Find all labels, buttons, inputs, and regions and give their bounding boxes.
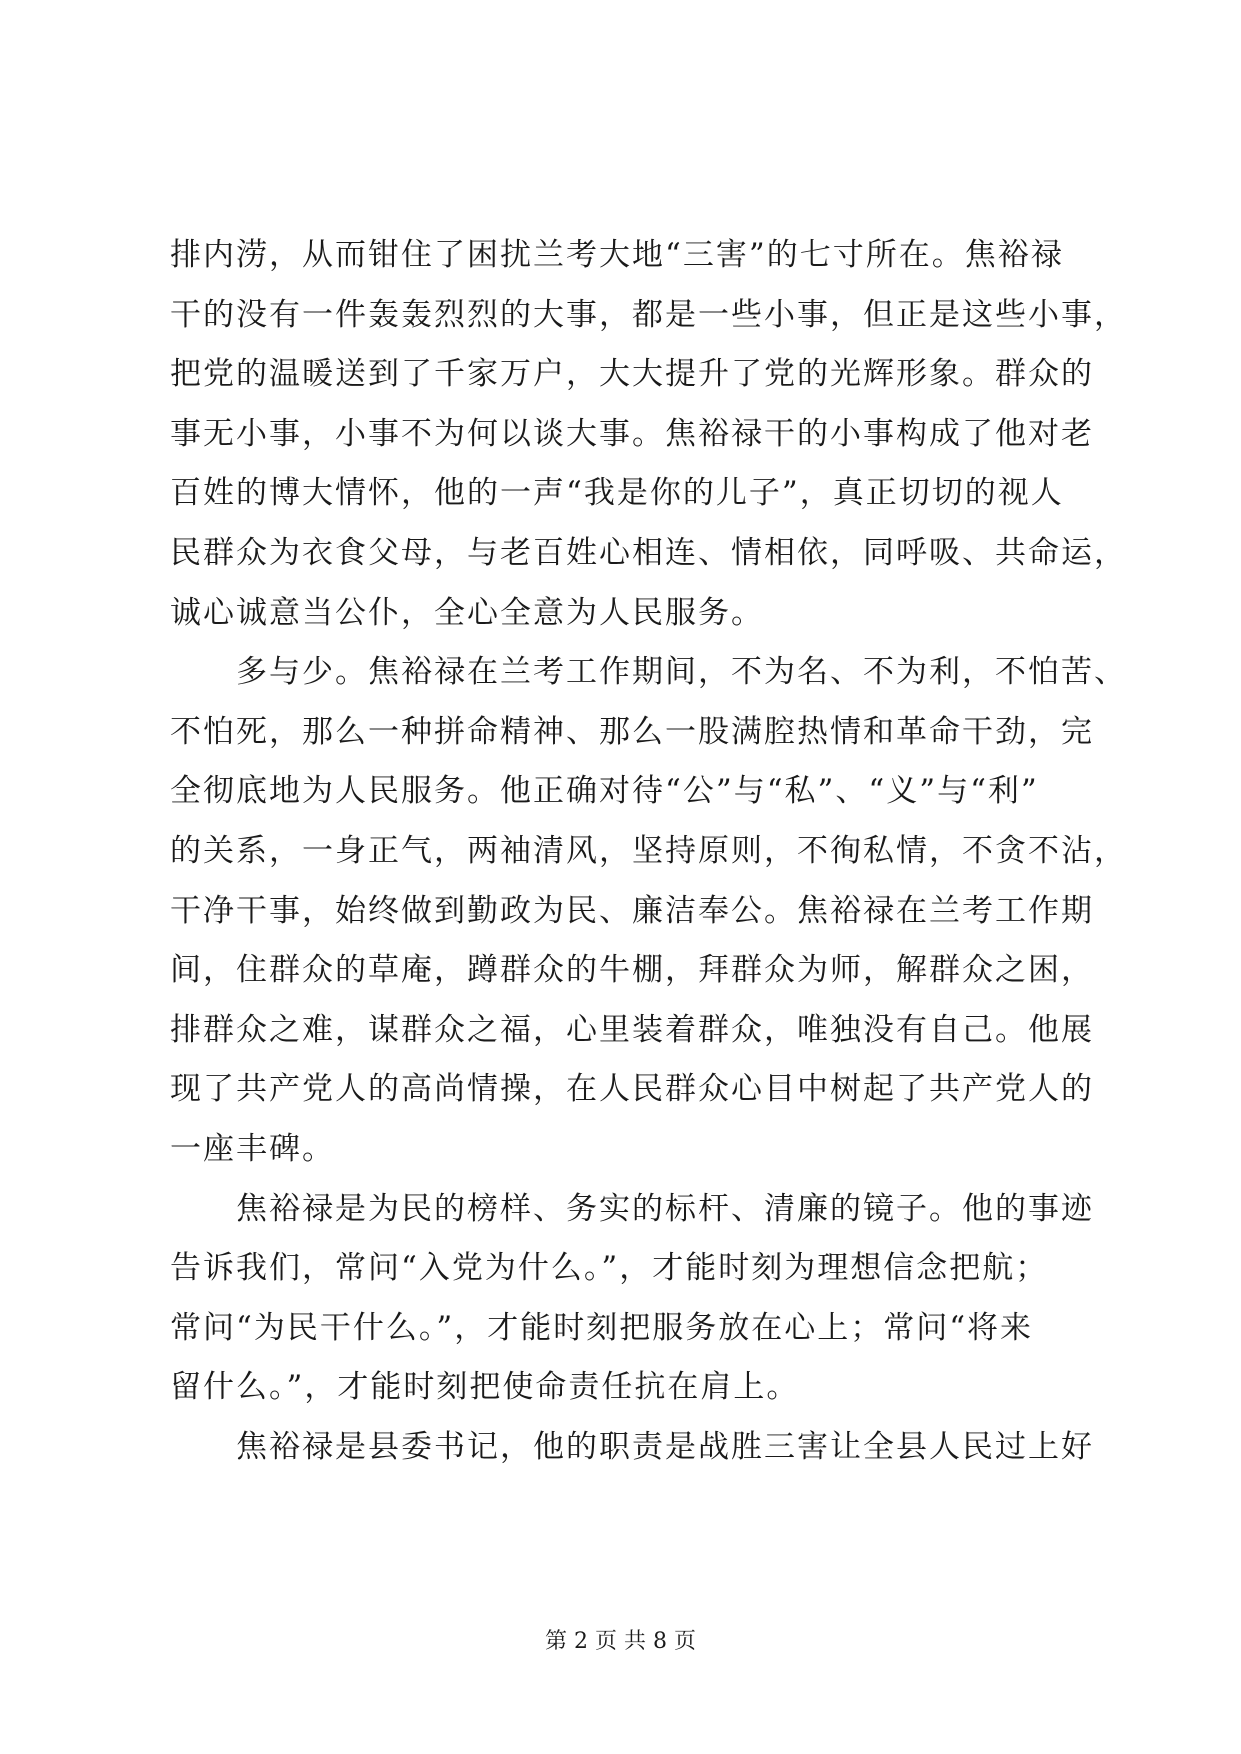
text-line: 不怕死，那么一种拼命精神、那么一股满腔热情和革命干劲，完 <box>170 713 1094 750</box>
page-number-footer: 第 2 页 共 8 页 <box>545 1629 696 1654</box>
text-line: 干的没有一件轰轰烈烈的大事，都是一些小事，但正是这些小事， <box>170 296 1127 333</box>
text-line: 常问“为民干什么。”，才能时刻把服务放在心上；常问“将来 <box>170 1309 1034 1346</box>
text-line: 焦裕禄是为民的榜样、务实的标杆、清廉的镜子。他的事迹 <box>170 1190 1094 1227</box>
text-line: 干净干事，始终做到勤政为民、廉洁奉公。焦裕禄在兰考工作期 <box>170 892 1094 929</box>
text-line: 多与少。焦裕禄在兰考工作期间，不为名、不为利，不怕苦、 <box>170 654 1127 691</box>
text-line: 把党的温暖送到了千家万户，大大提升了党的光辉形象。群众的 <box>170 356 1094 393</box>
text-line: 诚心诚意当公仆，全心全意为人民服务。 <box>170 594 764 631</box>
text-line: 告诉我们，常问“入党为什么。”，才能时刻为理想信念把航； <box>170 1250 1049 1287</box>
text-line: 事无小事，小事不为何以谈大事。焦裕禄干的小事构成了他对老 <box>170 415 1094 452</box>
body-text <box>170 226 1127 1477</box>
text-line: 焦裕禄是县委书记，他的职责是战胜三害让全县人民过上好 <box>170 1428 1094 1465</box>
text-line: 间，住群众的草庵，蹲群众的牛棚，拜群众为师，解群众之困， <box>170 952 1094 989</box>
text-line: 留什么。”，才能时刻把使命责任抗在肩上。 <box>170 1369 800 1406</box>
text-line: 的关系，一身正气，两袖清风，坚持原则，不徇私情，不贪不沾， <box>170 832 1127 869</box>
text-line: 民群众为衣食父母，与老百姓心相连、情相依，同呼吸、共命运， <box>170 534 1127 571</box>
text-line: 现了共产党人的高尚情操，在人民群众心目中树起了共产党人的 <box>170 1071 1094 1108</box>
text-line: 全彻底地为人民服务。他正确对待“公”与“私”、“义”与“利” <box>170 773 1039 810</box>
text-line: 百姓的博大情怀，他的一声“我是你的儿子”，真正切切的视人 <box>170 475 1064 512</box>
text-line: 排内涝，从而钳住了困扰兰考大地“三害”的七寸所在。焦裕禄 <box>170 237 1064 273</box>
text-line: 排群众之难，谋群众之福，心里装着群众，唯独没有自己。他展 <box>170 1011 1094 1048</box>
text-line: 一座丰碑。 <box>170 1130 335 1167</box>
